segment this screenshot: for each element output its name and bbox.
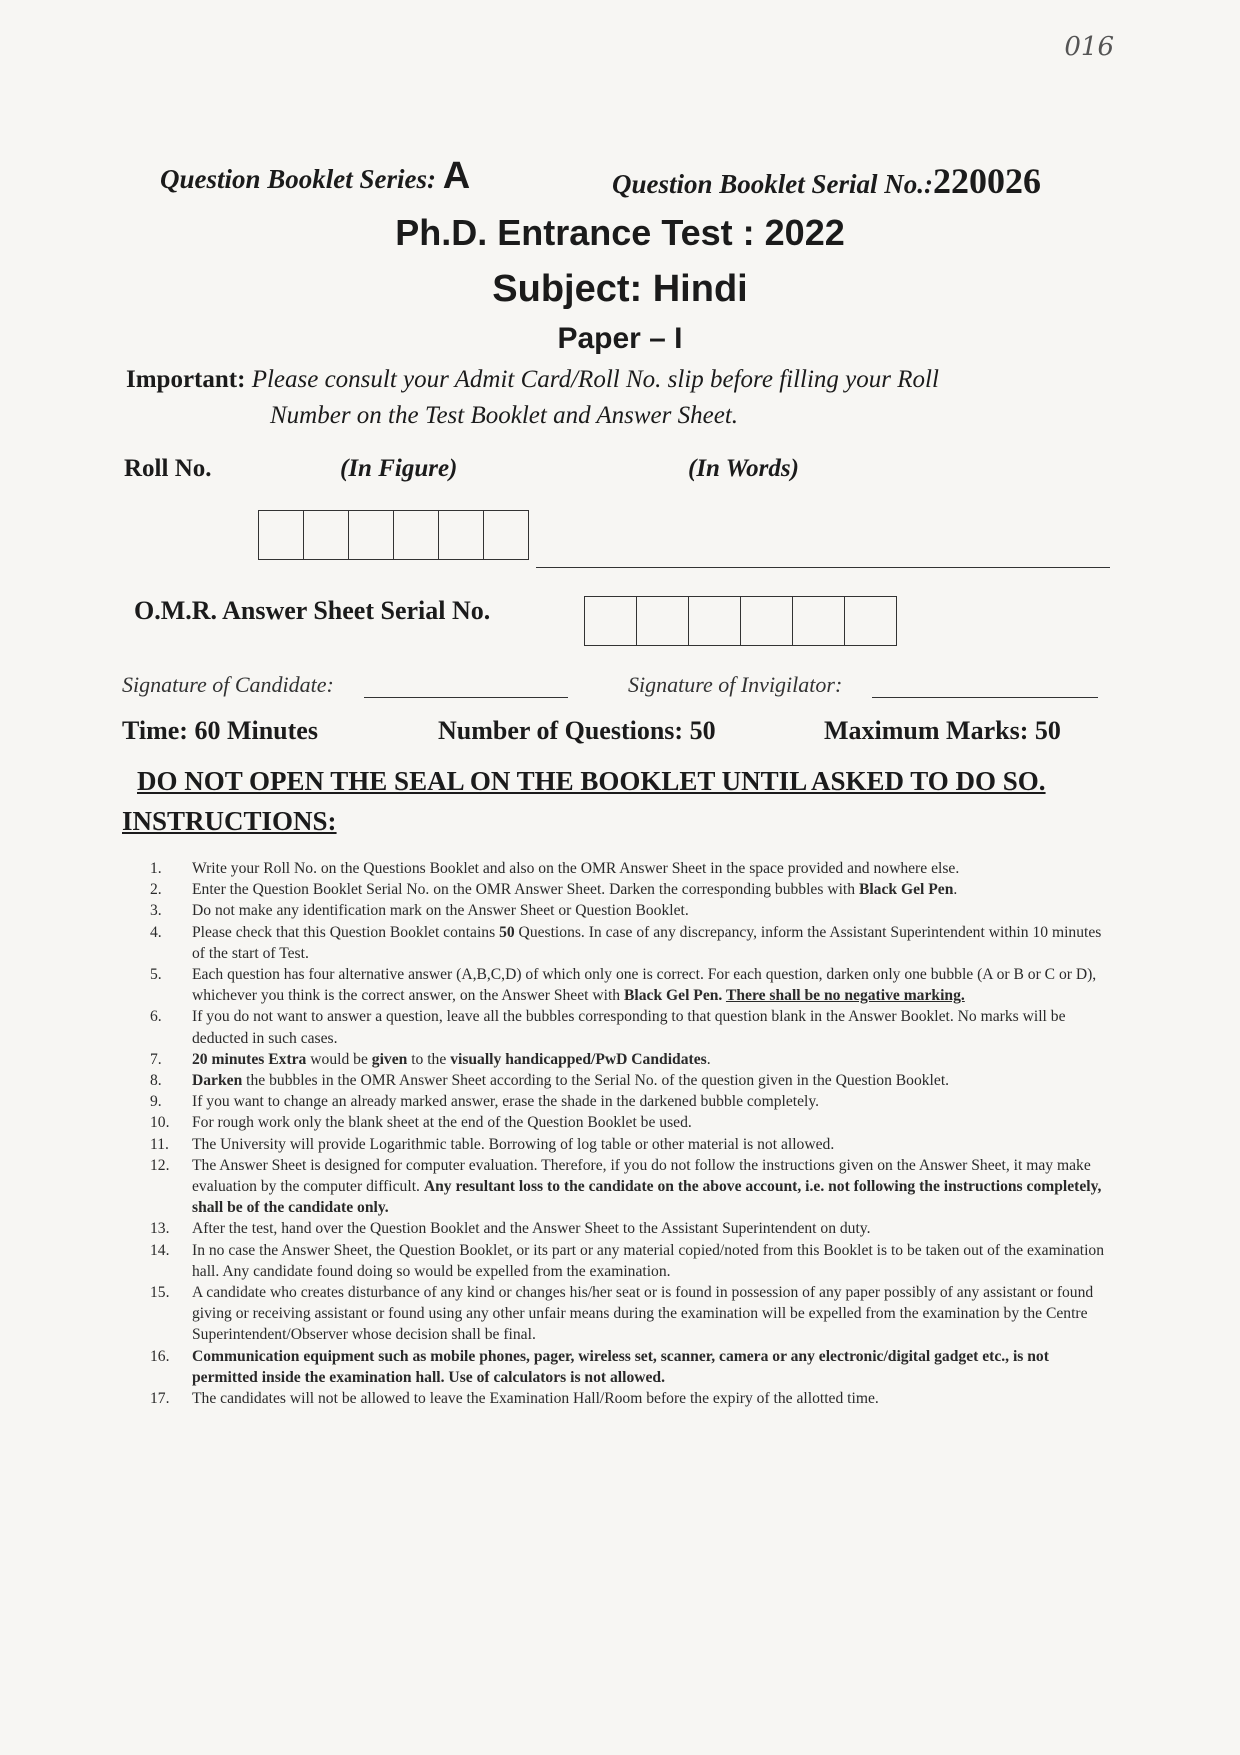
roll-in-figure-label xyxy=(340,455,457,483)
instructions-list xyxy=(150,858,1110,1409)
omr-serial-label: O.M.R. Answer Sheet Serial No. xyxy=(134,596,491,625)
list-item: 1. Write your Roll No. on the Questions Booklet and also on the OMR Answer Sheet in the space provided and nowhere else. xyxy=(150,860,960,877)
list-item: 3. Do not make any identification mark on the Answer Sheet or Question Booklet. xyxy=(150,902,689,920)
list-item: 12. The Answer Sheet is designed for computer evaluation. Therefore, if you do not follow the instructions given on the Answer Sheet, it may make evaluation by the computer difficult. Any resultant loss to the candidate on the above account, i.e. not following the instructions completely, shall be of the candidate only. xyxy=(150,1156,1102,1217)
list-item: 2. Enter the Question Booklet Serial No. on the OMR Answer Sheet. Darken the corresponding bubbles with Black Gel Pen. xyxy=(150,881,958,899)
serial-label: Question Booklet Serial No.: xyxy=(612,169,934,199)
important-text-1: Please consult your Admit Card/Roll No. slip before filling your Roll xyxy=(251,366,939,393)
roll-in-words-line[interactable] xyxy=(536,566,1110,568)
list-item: 17. The candidates will not be allowed to leave the Examination Hall/Room before the expiry of the allotted time. xyxy=(150,1390,879,1408)
roll-in-words-label xyxy=(688,455,799,483)
subject-heading: Subject: Hindi xyxy=(492,268,748,310)
omr-digit-box[interactable] xyxy=(741,597,793,645)
list-item: 8. Darken the bubbles in the OMR Answer Sheet according to the Serial No. of the question given in the Question Booklet. xyxy=(150,1072,950,1090)
list-item: 5. Each question has four alternative answer (A,B,C,D) of which only one is correct. For each question, darken only one bubble (A or B or C or D), whichever you think is the correct answer, on the Answer Sheet with Black Gel Pen. There shall be no negative marking. xyxy=(150,966,1097,1005)
list-item: 13. After the test, hand over the Question Booklet and the Answer Sheet to the Assistant Superintendent on duty. xyxy=(150,1220,871,1238)
roll-digit-box[interactable] xyxy=(394,511,439,559)
series-label: Question Booklet Series: xyxy=(160,164,437,194)
invigilator-signature-line[interactable] xyxy=(872,696,1098,698)
invigilator-signature-label: Signature of Invigilator: xyxy=(628,672,843,697)
in-figure-text: (In Figure) xyxy=(340,455,458,482)
omr-digit-box[interactable] xyxy=(689,597,741,645)
questions-info: Number of Questions: 50 xyxy=(438,716,716,745)
list-item: 10. For rough work only the blank sheet at the end of the Question Booklet be used. xyxy=(150,1114,692,1132)
candidate-signature-label: Signature of Candidate: xyxy=(122,672,334,697)
list-item: 9. If you want to change an already marked answer, erase the shade in the darkened bubble completely. xyxy=(150,1093,820,1111)
omr-digit-box[interactable] xyxy=(793,597,845,645)
page-title: Ph.D. Entrance Test : 2022 xyxy=(395,212,845,253)
important-note xyxy=(126,362,1118,434)
list-item: 7. 20 minutes Extra would be given to the visually handicapped/PwD Candidates. xyxy=(150,1050,711,1068)
list-item: 15. A candidate who creates disturbance of any kind or changes his/her seat or is found in possession of any paper possibly of any assistant or found giving or receiving assistant or found using any other unfair means during the examination will be expelled from the examination by the Centre Superintendent/Observer whose decision shall be final. xyxy=(150,1284,1094,1344)
in-words-text: (In Words) xyxy=(688,455,799,482)
list-item: 11. The University will provide Logarithmic table. Borrowing of log table or other material is not allowed. xyxy=(150,1135,835,1153)
omr-digit-box[interactable] xyxy=(845,597,896,645)
page-number: 016 xyxy=(1064,32,1114,62)
paper-heading: Paper – I xyxy=(557,322,683,355)
omr-digit-box[interactable] xyxy=(637,597,689,645)
omr-digit-box[interactable] xyxy=(585,597,637,645)
time-info: Time: 60 Minutes xyxy=(122,716,318,745)
roll-number-boxes[interactable] xyxy=(258,510,529,560)
instructions-heading: INSTRUCTIONS: xyxy=(122,806,337,836)
roll-digit-box[interactable] xyxy=(484,511,528,559)
important-text-2: Number on the Test Booklet and Answer Sheet. xyxy=(270,402,739,429)
booklet-series xyxy=(160,155,470,198)
candidate-signature-line[interactable] xyxy=(364,696,568,698)
roll-digit-box[interactable] xyxy=(304,511,349,559)
roll-digit-box[interactable] xyxy=(439,511,484,559)
series-value: A xyxy=(442,155,471,197)
roll-digit-box[interactable] xyxy=(349,511,394,559)
list-item: 6. If you do not want to answer a question, leave all the bubbles corresponding to that question blank in the Answer Booklet. No marks will be deducted in such cases. xyxy=(150,1008,1066,1047)
booklet-serial xyxy=(612,160,1041,202)
roll-label: Roll No. xyxy=(124,455,212,482)
omr-serial-boxes[interactable] xyxy=(584,596,897,646)
list-item: 14. In no case the Answer Sheet, the Question Booklet, or its part or any material copied/noted from this Booklet is to be taken out of the examination hall. Any candidate found doing so would be expelled from the examination. xyxy=(150,1241,1105,1280)
serial-value: 220026 xyxy=(933,161,1042,201)
seal-warning: DO NOT OPEN THE SEAL ON THE BOOKLET UNTIL ASKED TO DO SO. xyxy=(137,766,1046,796)
important-label: Important: xyxy=(126,366,246,393)
list-item: 16. Communication equipment such as mobile phones, pager, wireless set, scanner, camera or any electronic/digital gadget etc., is not permitted inside the examination hall. Use of calculators is not allowed. xyxy=(150,1347,1049,1386)
list-item: 4. Please check that this Question Booklet contains 50 Questions. In case of any discrepancy, inform the Assistant Superintendent within 10 minutes of the start of Test. xyxy=(150,923,1102,962)
roll-digit-box[interactable] xyxy=(259,511,304,559)
marks-info: Maximum Marks: 50 xyxy=(824,716,1061,745)
